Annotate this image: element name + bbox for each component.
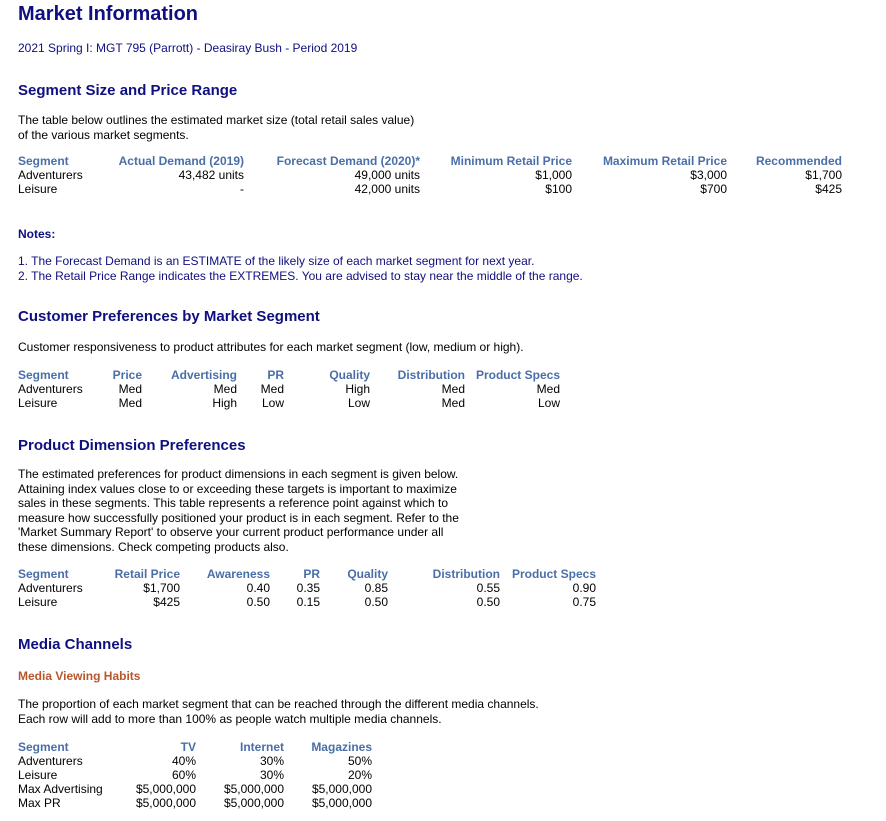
segment-size-heading: Segment Size and Price Range xyxy=(18,82,238,99)
column-header: Actual Demand (2019) xyxy=(118,154,244,168)
table-cell: Med xyxy=(536,382,560,396)
table-cell: 20% xyxy=(347,768,372,782)
column-header: Internet xyxy=(239,740,284,754)
table-cell: Max Advertising xyxy=(18,782,103,796)
note-item: 2. The Retail Price Range indicates the EXTREMES. You are advised to stay near the middle of the range. xyxy=(18,268,583,283)
notes-title: Notes: xyxy=(18,227,56,241)
column-header: Awareness xyxy=(206,567,270,581)
segment-size-description xyxy=(18,113,414,142)
column-header: Advertising xyxy=(170,368,237,382)
column-header: Segment xyxy=(18,740,69,754)
table-cell: 50% xyxy=(347,754,372,768)
table-header-row xyxy=(18,154,842,168)
description-line: sales in these segments. This table represents a reference point against which to xyxy=(18,496,449,510)
table-cell: Max PR xyxy=(18,796,61,810)
table-cell: $3,000 xyxy=(690,168,727,182)
column-header: Quality xyxy=(347,567,388,581)
page-subtitle: 2021 Spring I: MGT 795 (Parrott) - Deasiray Bush - Period 2019 xyxy=(18,41,358,55)
column-header: Magazines xyxy=(311,740,372,754)
media-description xyxy=(18,697,539,726)
table-cell: Adventurers xyxy=(18,168,83,182)
table-cell: $1,700 xyxy=(143,581,180,595)
column-header: PR xyxy=(267,368,284,382)
table-cell: Med xyxy=(118,382,142,396)
table-cell: Adventurers xyxy=(18,382,83,396)
table-cell: Med xyxy=(441,396,465,410)
table-cell: High xyxy=(345,382,370,396)
table-cell: 0.55 xyxy=(476,581,500,595)
table-cell: 40% xyxy=(171,754,196,768)
table-cell: High xyxy=(212,396,237,410)
table-cell: $5,000,000 xyxy=(223,796,284,810)
description-line: these dimensions. Check competing products also. xyxy=(18,539,289,554)
table-cell: 42,000 units xyxy=(354,182,420,196)
column-header: Distribution xyxy=(432,567,500,581)
table-row xyxy=(18,796,372,810)
table-cell: 43,482 units xyxy=(178,168,244,182)
table-cell: $5,000,000 xyxy=(311,796,372,810)
page-title: Market Information xyxy=(18,3,199,25)
table-row xyxy=(18,382,560,396)
table-cell: Med xyxy=(441,382,465,396)
table-cell: 0.50 xyxy=(246,595,270,609)
table-cell: $100 xyxy=(545,182,572,196)
table-cell: Low xyxy=(537,396,560,410)
media-viewing-habits-heading: Media Viewing Habits xyxy=(18,669,141,683)
table-cell: $700 xyxy=(700,182,727,196)
table-row xyxy=(18,182,842,196)
column-header: Forecast Demand (2020)* xyxy=(276,154,420,168)
dimension-preferences-description xyxy=(18,467,459,554)
customer-preferences-heading: Customer Preferences by Market Segment xyxy=(18,308,320,325)
table-cell: $5,000,000 xyxy=(135,782,196,796)
table-row xyxy=(18,168,842,182)
media-channels-heading: Media Channels xyxy=(18,636,133,653)
description-line: Each row will add to more than 100% as people watch multiple media channels. xyxy=(18,711,442,726)
table-cell: $5,000,000 xyxy=(311,782,372,796)
description-line: Attaining index values close to or exceeding these targets is important to maximize xyxy=(18,481,457,496)
customer-preferences-table xyxy=(18,368,560,410)
column-header: Segment xyxy=(18,154,69,168)
dimension-preferences-table xyxy=(18,567,596,609)
table-row xyxy=(18,754,372,768)
column-header: TV xyxy=(180,740,196,754)
table-cell: $425 xyxy=(153,595,180,609)
table-cell: Leisure xyxy=(18,182,58,196)
table-header-row xyxy=(18,368,560,382)
column-header: Price xyxy=(112,368,142,382)
description-line: of the various market segments. xyxy=(18,127,189,142)
table-cell: Leisure xyxy=(18,595,58,609)
table-cell: $425 xyxy=(815,182,842,196)
column-header: PR xyxy=(303,567,320,581)
table-cell: $5,000,000 xyxy=(135,796,196,810)
table-cell: $1,700 xyxy=(805,168,842,182)
table-cell: Adventurers xyxy=(18,581,83,595)
description-line: 'Market Summary Report' to observe your current product performance under all xyxy=(18,525,444,539)
notes-list xyxy=(18,254,583,283)
customer-preferences-description: Customer responsiveness to product attributes for each market segment (low, medium or high). xyxy=(18,340,524,354)
table-row xyxy=(18,768,372,782)
description-line: measure how successfully positioned your product is in each segment. Refer to the xyxy=(18,510,459,525)
table-cell: Adventurers xyxy=(18,754,83,768)
column-header: Recommended xyxy=(755,154,842,168)
media-table xyxy=(18,740,372,810)
column-header: Retail Price xyxy=(114,567,180,581)
table-cell: 0.90 xyxy=(572,581,596,595)
note-item: 1. The Forecast Demand is an ESTIMATE of the likely size of each market segment for next year. xyxy=(18,254,535,268)
table-header-row xyxy=(18,740,372,754)
table-cell: 0.50 xyxy=(476,595,500,609)
column-header: Product Specs xyxy=(511,567,596,581)
table-header-row xyxy=(18,567,596,581)
table-cell: Med xyxy=(260,382,284,396)
column-header: Minimum Retail Price xyxy=(450,154,572,168)
table-cell: 49,000 units xyxy=(354,168,420,182)
table-cell: 30% xyxy=(259,768,284,782)
segment-size-table xyxy=(18,154,842,196)
column-header: Product Specs xyxy=(475,368,560,382)
table-cell: 0.40 xyxy=(246,581,270,595)
table-cell: - xyxy=(240,182,244,196)
table-cell: Med xyxy=(118,396,142,410)
column-header: Segment xyxy=(18,567,69,581)
table-row xyxy=(18,595,596,609)
table-cell: Low xyxy=(347,396,370,410)
table-cell: Med xyxy=(213,382,237,396)
description-line: The estimated preferences for product dimensions in each segment is given below. xyxy=(18,467,459,481)
column-header: Segment xyxy=(18,368,69,382)
table-cell: 30% xyxy=(259,754,284,768)
table-cell: $1,000 xyxy=(535,168,572,182)
table-row xyxy=(18,396,560,410)
table-cell: 0.75 xyxy=(572,595,596,609)
column-header: Quality xyxy=(329,368,370,382)
table-cell: 0.15 xyxy=(296,595,320,609)
table-cell: Leisure xyxy=(18,396,58,410)
table-cell: 0.85 xyxy=(364,581,388,595)
table-cell: 0.50 xyxy=(364,595,388,609)
table-cell: 0.35 xyxy=(296,581,320,595)
table-row xyxy=(18,581,596,595)
description-line: The proportion of each market segment that can be reached through the different media channels. xyxy=(18,697,539,711)
table-cell: $5,000,000 xyxy=(223,782,284,796)
column-header: Distribution xyxy=(397,368,465,382)
description-line: The table below outlines the estimated market size (total retail sales value) xyxy=(18,113,415,127)
table-cell: 60% xyxy=(171,768,196,782)
column-header: Maximum Retail Price xyxy=(602,154,727,168)
table-cell: Leisure xyxy=(18,768,58,782)
table-row xyxy=(18,782,372,796)
dimension-preferences-heading: Product Dimension Preferences xyxy=(18,437,246,454)
table-cell: Low xyxy=(261,396,284,410)
